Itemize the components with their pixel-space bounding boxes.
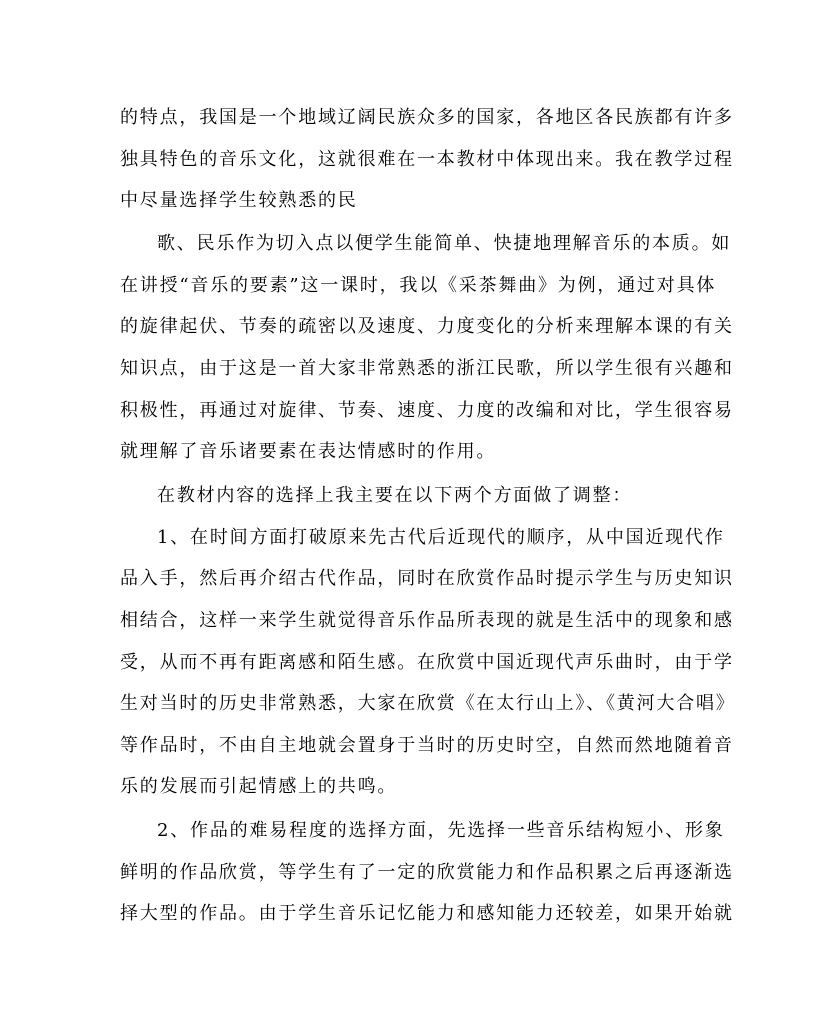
paragraph-line: 在讲授“音乐的要素”这一课时，我以《采茶舞曲》为例，通过对具体 [120, 275, 717, 296]
paragraph-first-line: 1、在时间方面打破原来先古代后近现代的顺序，从中国近现代作 [157, 527, 725, 548]
paragraph-line: 等作品时，不由自主地就会置身于当时的历史时空，自然而然地随着音 [120, 735, 734, 756]
paragraph-line: 生对当时的历史非常熟悉，大家在欣赏《在太行山上》、《黄河大合唱》 [120, 693, 736, 714]
paragraph-line: 的特点，我国是一个地域辽阔民族众多的国家，各地区各民族都有许多 [120, 107, 734, 128]
paragraph-line: 中尽量选择学生较熟悉的民 [120, 190, 358, 211]
paragraph-line: 独具特色的音乐文化，这就很难在一本教材中体现出来。我在教学过程 [120, 149, 734, 170]
paragraph-line: 就理解了音乐诸要素在表达情感时的作用。 [120, 441, 497, 462]
paragraph-first-line: 2、作品的难易程度的选择方面，先选择一些音乐结构短小、形象 [157, 820, 725, 841]
paragraph-line: 品入手，然后再介绍古代作品，同时在欣赏作品时提示学生与历史知识 [120, 568, 734, 589]
paragraph-first-line: 在教材内容的选择上我主要在以下两个方面做了调整： [157, 485, 633, 506]
paragraph-line: 的旋律起伏、节奏的疏密以及速度、力度变化的分析来理解本课的有关 [120, 316, 734, 337]
paragraph-line: 知识点，由于这是一首大家非常熟悉的浙江民歌，所以学生很有兴趣和 [120, 358, 734, 379]
paragraph-line: 择大型的作品。由于学生音乐记忆能力和感知能力还较差，如果开始就 [120, 903, 734, 924]
paragraph-line: 相结合，这样一来学生就觉得音乐作品所表现的就是生活中的现象和感 [120, 610, 734, 631]
paragraph-line: 积极性，再通过对旋律、节奏、速度、力度的改编和对比，学生很容易 [120, 400, 734, 421]
paragraph-line: 受，从而不再有距离感和陌生感。在欣赏中国近现代声乐曲时，由于学 [120, 652, 734, 673]
paragraph-line: 乐的发展而引起情感上的共鸣。 [120, 776, 398, 797]
paragraph-line: 鲜明的作品欣赏，等学生有了一定的欣赏能力和作品积累之后再逐渐选 [120, 862, 734, 883]
paragraph-first-line: 歌、民乐作为切入点以便学生能简单、快捷地理解音乐的本质。如 [157, 233, 732, 254]
